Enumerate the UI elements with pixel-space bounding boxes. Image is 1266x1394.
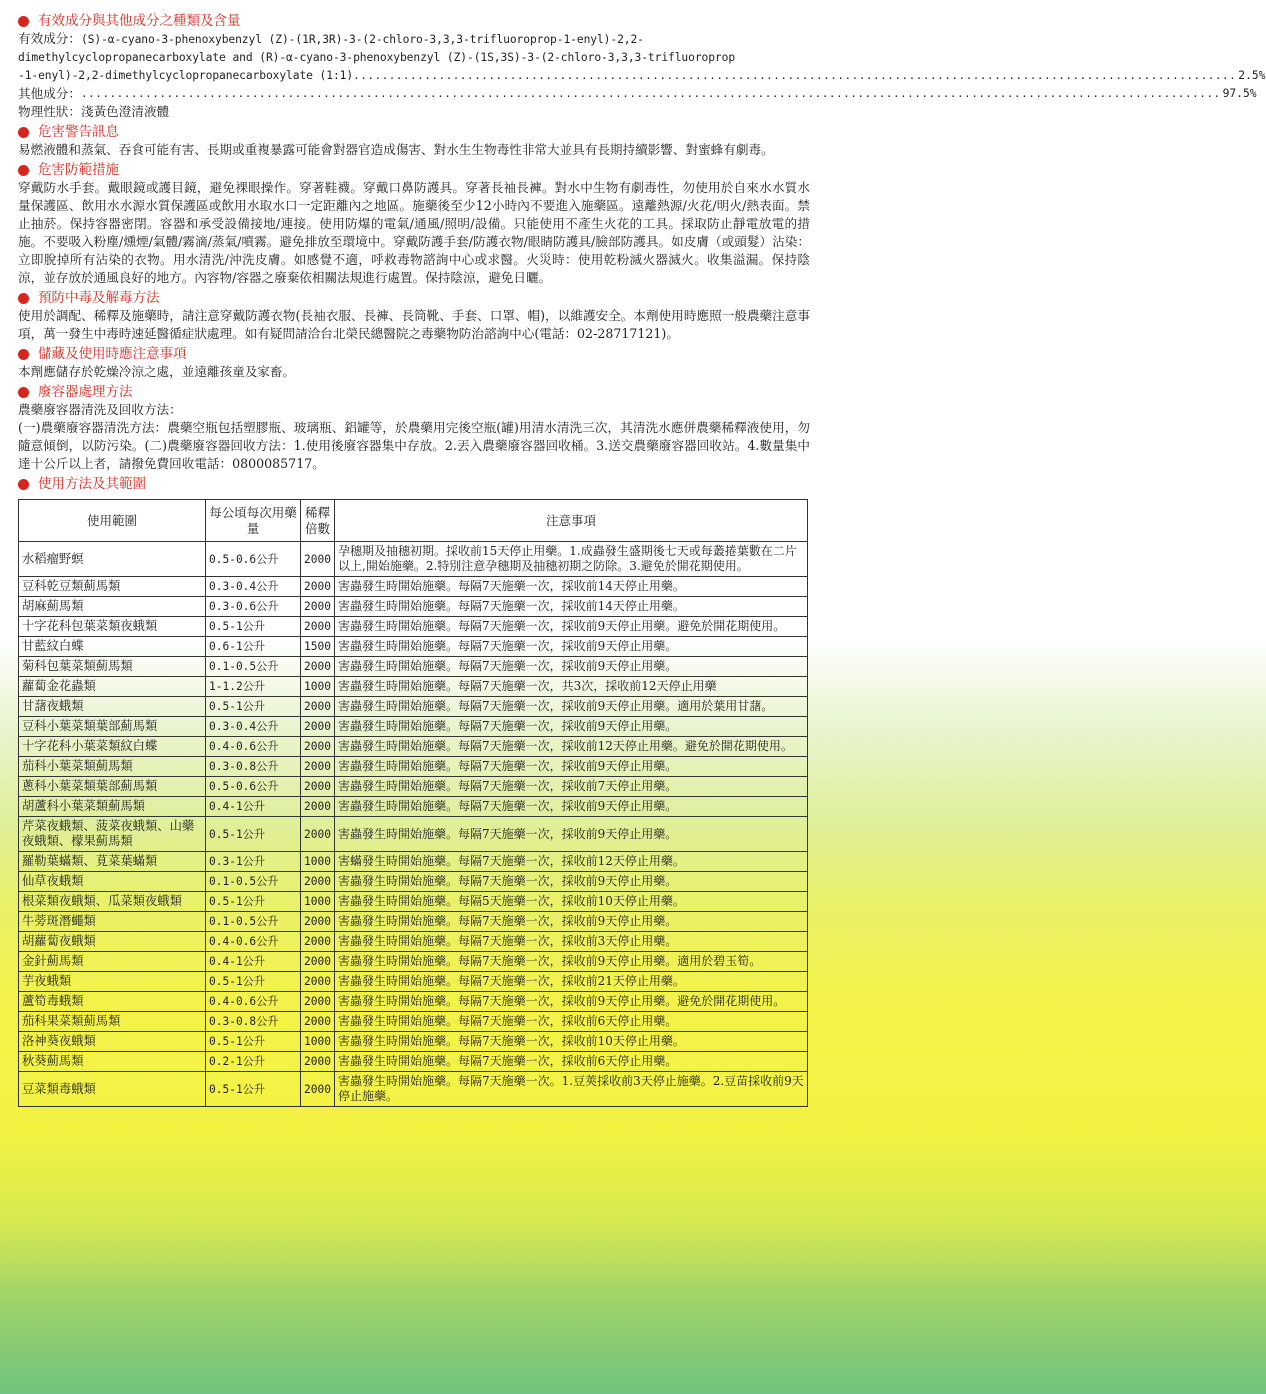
red-bullet-icon (18, 293, 29, 304)
cell-dose: 0.1-0.5公升 (206, 872, 301, 892)
cell-crop: 洛神葵夜蛾類 (19, 1032, 206, 1052)
prevention-text: 穿戴防水手套。戴眼鏡或護目鏡，避免裸眼操作。穿著鞋襪。穿戴口鼻防護具。穿著長袖長褲。對水中生物有劇毒性，勿使用於自來水水質水量保護區、飲用水水源水質保護區或飲用水取水口一定距離內之地區。施藥後至少12小時內不要進入施藥區。遠離熱源/火花/明火/熱表面。禁止抽菸。保持容器密閉。容器和承受設備接地/連接。使用防爆的電氣/通風/照明/設備。只能使用不產生火花的工具。採取防止靜電放電的措施。不要吸入粉塵/燻煙/氣體/霧滴/蒸氣/噴霧。避免排放至環境中。穿戴防護手套/防護衣物/眼睛防護具/臉部防護具。如皮膚（或頭髮）沾染：立即脫掉所有沾染的衣物。用水清洗/沖洗皮膚。如感覺不適，呼救毒物諮詢中心或求醫。火災時：使用乾粉滅火器滅火。收集溢漏。保持陰涼，並存放於通風良好的地方。內容物/容器之廢棄依相關法規進行處置。保持陰涼，避免日曬。 (18, 180, 810, 285)
cell-dose: 0.5-1公升 (206, 1032, 301, 1052)
cell-dilution: 2000 (301, 757, 335, 777)
table-row (19, 892, 808, 912)
table-row (19, 972, 808, 992)
cell-dose: 0.5-1公升 (206, 817, 301, 852)
other-label: 其他成分： (18, 86, 81, 101)
usage-table (18, 499, 808, 1107)
red-bullet-icon (18, 479, 29, 490)
cell-dose: 0.4-1公升 (206, 797, 301, 817)
cell-note: 害蟲發生時開始施藥。每隔7天施藥一次，採收前9天停止用藥。 (335, 637, 808, 657)
cell-dose: 0.3-0.4公升 (206, 717, 301, 737)
cell-dilution: 2000 (301, 1052, 335, 1072)
cell-note: 害蟲發生時開始施藥。每隔7天施藥一次，採收前9天停止用藥。避免於開花期使用。 (335, 992, 808, 1012)
cell-dose: 0.3-0.8公升 (206, 1012, 301, 1032)
cell-dose: 0.3-0.6公升 (206, 597, 301, 617)
physical-label: 物理性狀： (18, 104, 81, 119)
red-bullet-icon (18, 16, 29, 27)
cell-note: 孕穗期及抽穗初期。採收前15天停止用藥。1.成蟲發生盛期後七天或每叢捲葉數在二片以上,開始施藥。2.特別注意孕穗期及抽穗初期之防除。3.避免於開花期使用。 (335, 542, 808, 577)
cell-dilution: 2000 (301, 1012, 335, 1032)
other-ingredient-row (18, 85, 1257, 103)
header-crop: 使用範圍 (19, 500, 206, 542)
table-row (19, 1032, 808, 1052)
cell-dose: 1-1.2公升 (206, 677, 301, 697)
cell-dilution: 2000 (301, 817, 335, 852)
cell-crop: 豆菜類毒蛾類 (19, 1072, 206, 1107)
section-heading-disposal (18, 383, 810, 401)
cell-note: 害蟎發生時開始施藥。每隔7天施藥一次，採收前12天停止用藥。 (335, 852, 808, 872)
table-row (19, 992, 808, 1012)
disposal-intro: 農藥廢容器清洗及回收方法： (18, 402, 182, 417)
cell-dilution: 2000 (301, 797, 335, 817)
cell-dilution: 2000 (301, 932, 335, 952)
cell-note: 害蟲發生時開始施藥。每隔7天施藥一次，採收前9天停止用藥。 (335, 757, 808, 777)
cell-dilution: 1500 (301, 637, 335, 657)
cell-note: 害蟲發生時開始施藥。每隔7天施藥一次，採收前3天停止用藥。 (335, 932, 808, 952)
cell-crop: 茄科小葉菜類薊馬類 (19, 757, 206, 777)
red-bullet-icon (18, 127, 29, 138)
cell-dose: 0.3-0.8公升 (206, 757, 301, 777)
table-body (19, 542, 808, 1107)
table-row (19, 617, 808, 637)
physical-value: 淺黃色澄清液體 (80, 104, 170, 119)
cell-note: 害蟲發生時開始施藥。每隔5天施藥一次，採收前10天停止用藥。 (335, 892, 808, 912)
table-row (19, 677, 808, 697)
cell-note: 害蟲發生時開始施藥。每隔7天施藥一次，採收前10天停止用藥。 (335, 1032, 808, 1052)
cell-crop: 芋夜蛾類 (19, 972, 206, 992)
cell-dilution: 2000 (301, 577, 335, 597)
cell-dilution: 1000 (301, 892, 335, 912)
cell-note: 害蟲發生時開始施藥。每隔7天施藥一次，採收前9天停止用藥。 (335, 817, 808, 852)
cell-crop: 水稻瘤野螟 (19, 542, 206, 577)
disposal-text: (一)農藥廢容器清洗方法：農藥空瓶包括塑膠瓶、玻璃瓶、鋁罐等，於農藥用完後空瓶(罐)用清水清洗三次，其清洗水應併農藥稀釋液使用，勿隨意傾倒，以防污染。(二)農藥廢容器回收方法：1.使用後廢容器集中存放。2.丟入農藥廢容器回收桶。3.送交農藥廢容器回收站。4.數量集中達十公斤以上者，請撥免費回收電話：0800085717。 (18, 420, 810, 471)
heading-text: 使用方法及其範圍 (38, 476, 146, 492)
cell-dose: 0.5-1公升 (206, 1072, 301, 1107)
table-row (19, 542, 808, 577)
cell-dilution: 2000 (301, 697, 335, 717)
cell-crop: 羅勒葉蟎類、莧菜葉蟎類 (19, 852, 206, 872)
cell-dilution: 2000 (301, 617, 335, 637)
cell-dilution: 2000 (301, 657, 335, 677)
table-row (19, 817, 808, 852)
cell-crop: 金針薊馬類 (19, 952, 206, 972)
cell-crop: 甘藍紋白蝶 (19, 637, 206, 657)
dot-leader: ................................................................................................................................................................ (80, 87, 1221, 100)
cell-dose: 0.3-1公升 (206, 852, 301, 872)
table-row (19, 597, 808, 617)
cell-dose: 0.4-1公升 (206, 952, 301, 972)
cell-crop: 蘿蔔金花蟲類 (19, 677, 206, 697)
table-row (19, 777, 808, 797)
section-heading-usage (18, 475, 810, 493)
cell-dose: 0.2-1公升 (206, 1052, 301, 1072)
section-heading-ingredients (18, 12, 810, 30)
cell-dilution: 2000 (301, 992, 335, 1012)
label-content (18, 10, 1266, 1107)
cell-dilution: 2000 (301, 542, 335, 577)
cell-note: 害蟲發生時開始施藥。每隔7天施藥一次，採收前9天停止用藥。適用於葉用甘藷。 (335, 697, 808, 717)
table-row (19, 1012, 808, 1032)
active-text-1: (S)-α-cyano-3-phenoxybenzyl (Z)-(1R,3R)-3-(2-chloro-3,3,3-trifluoroprop-1-enyl)-2,2- (80, 33, 644, 46)
cell-dose: 0.5-1公升 (206, 892, 301, 912)
cell-crop: 甘藷夜蛾類 (19, 697, 206, 717)
cell-note: 害蟲發生時開始施藥。每隔7天施藥一次，採收前21天停止用藥。 (335, 972, 808, 992)
cell-note: 害蟲發生時開始施藥。每隔7天施藥一次，採收前6天停止用藥。 (335, 1012, 808, 1032)
heading-text: 廢容器處理方法 (38, 384, 133, 400)
cell-dose: 0.1-0.5公升 (206, 912, 301, 932)
cell-note: 害蟲發生時開始施藥。每隔7天施藥一次，採收前9天停止用藥。 (335, 797, 808, 817)
cell-crop: 十字花科包葉菜類夜蛾類 (19, 617, 206, 637)
cell-dilution: 1000 (301, 852, 335, 872)
heading-text: 危害防範措施 (38, 162, 119, 178)
table-row (19, 1052, 808, 1072)
cell-dilution: 2000 (301, 872, 335, 892)
cell-dose: 0.5-1公升 (206, 617, 301, 637)
cell-dilution: 2000 (301, 912, 335, 932)
storage-text: 本劑應儲存於乾燥冷涼之處，並遠離孩童及家畜。 (18, 364, 296, 379)
cell-dilution: 2000 (301, 717, 335, 737)
cell-dilution: 2000 (301, 597, 335, 617)
table-row (19, 737, 808, 757)
cell-crop: 胡蘆科小葉菜類薊馬類 (19, 797, 206, 817)
table-row (19, 872, 808, 892)
cell-note: 害蟲發生時開始施藥。每隔7天施藥一次，採收前9天停止用藥。 (335, 717, 808, 737)
cell-crop: 根菜類夜蛾類、瓜菜類夜蛾類 (19, 892, 206, 912)
cell-dose: 0.6-1公升 (206, 637, 301, 657)
section-heading-poison (18, 289, 810, 307)
cell-note: 害蟲發生時開始施藥。每隔7天施藥一次，採收前9天停止用藥。 (335, 912, 808, 932)
cell-crop: 菊科包葉菜類薊馬類 (19, 657, 206, 677)
table-row (19, 697, 808, 717)
heading-text: 危害警告訊息 (38, 124, 119, 140)
heading-text: 預防中毒及解毒方法 (38, 290, 160, 306)
cell-dilution: 2000 (301, 777, 335, 797)
cell-crop: 茄科果菜類薊馬類 (19, 1012, 206, 1032)
hazard-text: 易燃液體和蒸氣、吞食可能有害、長期或重複暴露可能會對器官造成傷害、對水生生物毒性非常大並具有長期持續影響、對蜜蜂有劇毒。 (18, 142, 774, 157)
section-heading-hazard (18, 123, 810, 141)
table-header-row (19, 500, 808, 542)
header-dilution: 稀釋倍數 (301, 500, 335, 542)
cell-crop: 胡蘿蔔夜蛾類 (19, 932, 206, 952)
cell-note: 害蟲發生時開始施藥。每隔7天施藥一次，採收前7天停止用藥。 (335, 777, 808, 797)
section-heading-prevention (18, 161, 810, 179)
table-row (19, 637, 808, 657)
cell-note: 害蟲發生時開始施藥。每隔7天施藥一次，採收前9天停止用藥。適用於碧玉筍。 (335, 952, 808, 972)
red-bullet-icon (18, 349, 29, 360)
heading-text: 有效成分與其他成分之種類及含量 (38, 13, 241, 29)
cell-dose: 0.4-0.6公升 (206, 932, 301, 952)
cell-note: 害蟲發生時開始施藥。每隔7天施藥一次，採收前6天停止用藥。 (335, 1052, 808, 1072)
table-row (19, 657, 808, 677)
cell-dilution: 1000 (301, 1032, 335, 1052)
cell-dose: 0.5-1公升 (206, 697, 301, 717)
table-row (19, 757, 808, 777)
cell-dose: 0.3-0.4公升 (206, 577, 301, 597)
poison-text: 使用於調配、稀釋及施藥時，請注意穿戴防護衣物(長袖衣服、長褲、長筒靴、手套、口罩、帽)，以維護安全。本劑使用時應照一般農藥注意事項，萬一發生中毒時速延醫循症狀處理。如有疑問請洽台北榮民總醫院之毒藥物防治諮詢中心(電話：02-28717121)。 (18, 308, 810, 341)
cell-dose: 0.4-0.6公升 (206, 992, 301, 1012)
table-row (19, 932, 808, 952)
cell-dilution: 1000 (301, 677, 335, 697)
cell-crop: 蔥科小葉菜類葉部薊馬類 (19, 777, 206, 797)
cell-dilution: 2000 (301, 972, 335, 992)
dot-leader: ............................................................................................................................ (353, 69, 1237, 82)
header-dose: 每公頃每次用藥量 (206, 500, 301, 542)
other-value: 97.5% (1222, 87, 1257, 100)
header-note: 注意事項 (335, 500, 808, 542)
physical-row (18, 103, 810, 121)
cell-note: 害蟲發生時開始施藥。每隔7天施藥一次，採收前9天停止用藥。 (335, 657, 808, 677)
active-value: 2.5% (1238, 69, 1266, 82)
active-text-3: -1-enyl)-2,2-dimethylcyclopropanecarboxylate (1:1) (18, 69, 354, 82)
active-label: 有效成分： (18, 31, 81, 46)
red-bullet-icon (18, 165, 29, 176)
table-row (19, 797, 808, 817)
cell-dose: 0.4-0.6公升 (206, 737, 301, 757)
cell-note: 害蟲發生時開始施藥。每隔7天施藥一次，採收前14天停止用藥。 (335, 577, 808, 597)
table-row (19, 717, 808, 737)
cell-note: 害蟲發生時開始施藥。每隔7天施藥一次，採收前14天停止用藥。 (335, 597, 808, 617)
cell-crop: 胡麻薊馬類 (19, 597, 206, 617)
cell-dilution: 2000 (301, 1072, 335, 1107)
cell-crop: 秋葵薊馬類 (19, 1052, 206, 1072)
cell-crop: 牛蒡斑潛蠅類 (19, 912, 206, 932)
cell-dose: 0.1-0.5公升 (206, 657, 301, 677)
table-row (19, 577, 808, 597)
cell-note: 害蟲發生時開始施藥。每隔7天施藥一次，採收前9天停止用藥。 (335, 872, 808, 892)
cell-dose: 0.5-0.6公升 (206, 777, 301, 797)
cell-crop: 仙草夜蛾類 (19, 872, 206, 892)
table-row (19, 912, 808, 932)
table-row (19, 852, 808, 872)
cell-dilution: 2000 (301, 737, 335, 757)
section-heading-storage (18, 345, 810, 363)
cell-crop: 十字花科小葉菜類紋白蝶 (19, 737, 206, 757)
cell-note: 害蟲發生時開始施藥。每隔7天施藥一次。1.豆莢採收前3天停止施藥。2.豆苗採收前9天停止施藥。 (335, 1072, 808, 1107)
active-ingredient-block (18, 30, 1266, 85)
cell-crop: 蘆筍毒蛾類 (19, 992, 206, 1012)
active-text-2: dimethylcyclopropanecarboxylate and (R)-α-cyano-3-phenoxybenzyl (Z)-(1S,3S)-3-(2-chloro-3,3,3-trifluoroprop (18, 51, 736, 64)
cell-note: 害蟲發生時開始施藥。每隔7天施藥一次，採收前12天停止用藥。避免於開花期使用。 (335, 737, 808, 757)
heading-text: 儲藏及使用時應注意事項 (38, 346, 187, 362)
cell-crop: 芹菜夜蛾類、菠菜夜蛾類、山藥夜蛾類、檬果薊馬類 (19, 817, 206, 852)
red-bullet-icon (18, 387, 29, 398)
table-row (19, 952, 808, 972)
cell-note: 害蟲發生時開始施藥。每隔7天施藥一次，採收前9天停止用藥。避免於開花期使用。 (335, 617, 808, 637)
cell-dose: 0.5-0.6公升 (206, 542, 301, 577)
cell-crop: 豆科乾豆類薊馬類 (19, 577, 206, 597)
cell-dilution: 2000 (301, 952, 335, 972)
table-row (19, 1072, 808, 1107)
cell-crop: 豆科小葉菜類葉部薊馬類 (19, 717, 206, 737)
cell-dose: 0.5-1公升 (206, 972, 301, 992)
cell-note: 害蟲發生時開始施藥。每隔7天施藥一次，共3次，採收前12天停止用藥 (335, 677, 808, 697)
